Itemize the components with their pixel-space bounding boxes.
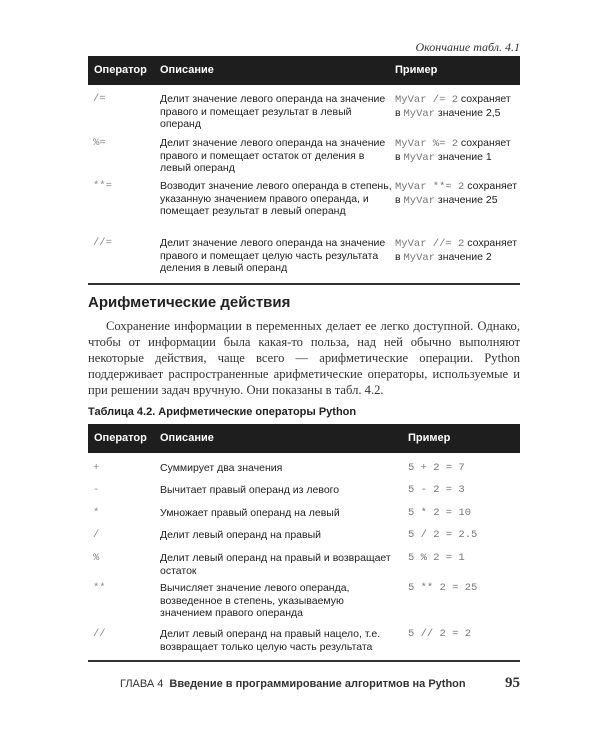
- example: [395, 180, 525, 207]
- table2-header: [88, 424, 520, 453]
- description: Вычитает правый операнд из левого: [160, 484, 340, 496]
- header-operator: Оператор: [94, 64, 147, 76]
- body-paragraph: Сохранение информации в переменных делает ее легко доступной. Однако, чтобы от информации была какая-то польза, над ней обычно выполняют некоторые действия, чаще всего — арифметические операции. Python поддерживает распространенные арифметические операторы, используемые и при решении задач вручную. Они показаны в табл. 4.2.: [88, 319, 520, 397]
- description: Делит значение левого операнда на значение правого и помещает остаток от деления в левый операнд: [160, 137, 386, 174]
- header-operator: Оператор: [94, 432, 147, 444]
- operator: **=: [93, 180, 112, 192]
- example: 5 + 2 = 7: [408, 462, 465, 474]
- example: [395, 93, 525, 120]
- example-var: MyVar: [403, 194, 436, 207]
- example: 5 - 2 = 3: [408, 484, 465, 496]
- table2-bottom-rule: [88, 660, 520, 662]
- section-title: Арифметические действия: [88, 294, 291, 311]
- operator: **: [93, 582, 106, 594]
- example-text: значение 2,5: [435, 106, 501, 119]
- page-footer: [120, 675, 520, 691]
- example: 5 * 2 = 10: [408, 507, 472, 519]
- table1-bottom-rule: [88, 283, 520, 285]
- operator: //=: [93, 237, 112, 249]
- description: Вычисляет значение левого операнда, возведенное в степень, указываемую значением правого операнда: [160, 582, 350, 619]
- example-code: MyVar //= 2: [395, 238, 465, 250]
- example-text: сохраняет: [464, 180, 518, 192]
- example-text: в: [395, 193, 404, 206]
- example-text: сохраняет: [458, 137, 511, 149]
- operator: /: [93, 529, 100, 541]
- table2-caption: Таблица 4.2. Арифметические операторы Python: [88, 406, 357, 418]
- example-var: MyVar: [403, 251, 436, 264]
- description: Умножает правый операнд на левый: [160, 507, 340, 519]
- operator: %=: [93, 137, 106, 149]
- example-code: MyVar %= 2: [395, 138, 459, 150]
- example: [395, 237, 525, 264]
- description: Делит левый операнд на правый: [160, 529, 321, 541]
- header-description: Описание: [160, 432, 214, 444]
- header-example: Пример: [395, 64, 438, 76]
- example-code: MyVar /= 2: [395, 94, 459, 106]
- table1-header: [88, 56, 520, 85]
- example: 5 ** 2 = 25: [408, 582, 478, 594]
- operator: *: [93, 507, 100, 519]
- example-text: значение 1: [435, 150, 492, 163]
- description: Суммирует два значения: [160, 462, 283, 474]
- example-text: сохраняет: [464, 237, 518, 249]
- description: Возводит значение левого операнда в степень, указанную значением правого операнда, и помещает результат в левый операнд: [160, 180, 392, 217]
- example-text: значение 2: [435, 250, 492, 263]
- example-var: MyVar: [403, 107, 436, 120]
- example-text: в: [395, 150, 404, 163]
- example: [395, 137, 525, 164]
- description: Делит значение левого операнда на значение правого и помещает целую часть результата деления в левый операнд: [160, 237, 386, 274]
- description: Делит левый операнд на правый нацело, т.е. возвращает только целую часть результата: [160, 628, 381, 653]
- page-number: 95: [505, 675, 520, 691]
- table-continuation-label: Окончание табл. 4.1: [415, 40, 520, 54]
- header-description: Описание: [160, 64, 214, 76]
- example-text: значение 25: [435, 193, 498, 206]
- operator: -: [93, 484, 100, 496]
- example: 5 // 2 = 2: [408, 628, 472, 640]
- chapter-title: Введение в программирование алгоритмов на Python: [169, 678, 466, 690]
- example-text: в: [395, 250, 404, 263]
- example: 5 % 2 = 1: [408, 552, 465, 564]
- example-text: в: [395, 106, 404, 119]
- operator: //: [93, 628, 106, 640]
- operator: %: [93, 552, 100, 564]
- example: 5 / 2 = 2.5: [408, 529, 478, 541]
- description: Делит значение левого операнда на значение правого и помещает результат в левый операнд: [160, 93, 386, 130]
- example-var: MyVar: [403, 151, 436, 164]
- example-code: MyVar **= 2: [395, 181, 465, 193]
- description: Делит левый операнд на правый и возвращает остаток: [160, 552, 391, 577]
- chapter-label: ГЛАВА 4: [120, 678, 164, 690]
- header-example: Пример: [408, 432, 451, 444]
- example-text: сохраняет: [458, 93, 511, 105]
- operator: +: [93, 462, 100, 474]
- operator: /=: [93, 93, 106, 105]
